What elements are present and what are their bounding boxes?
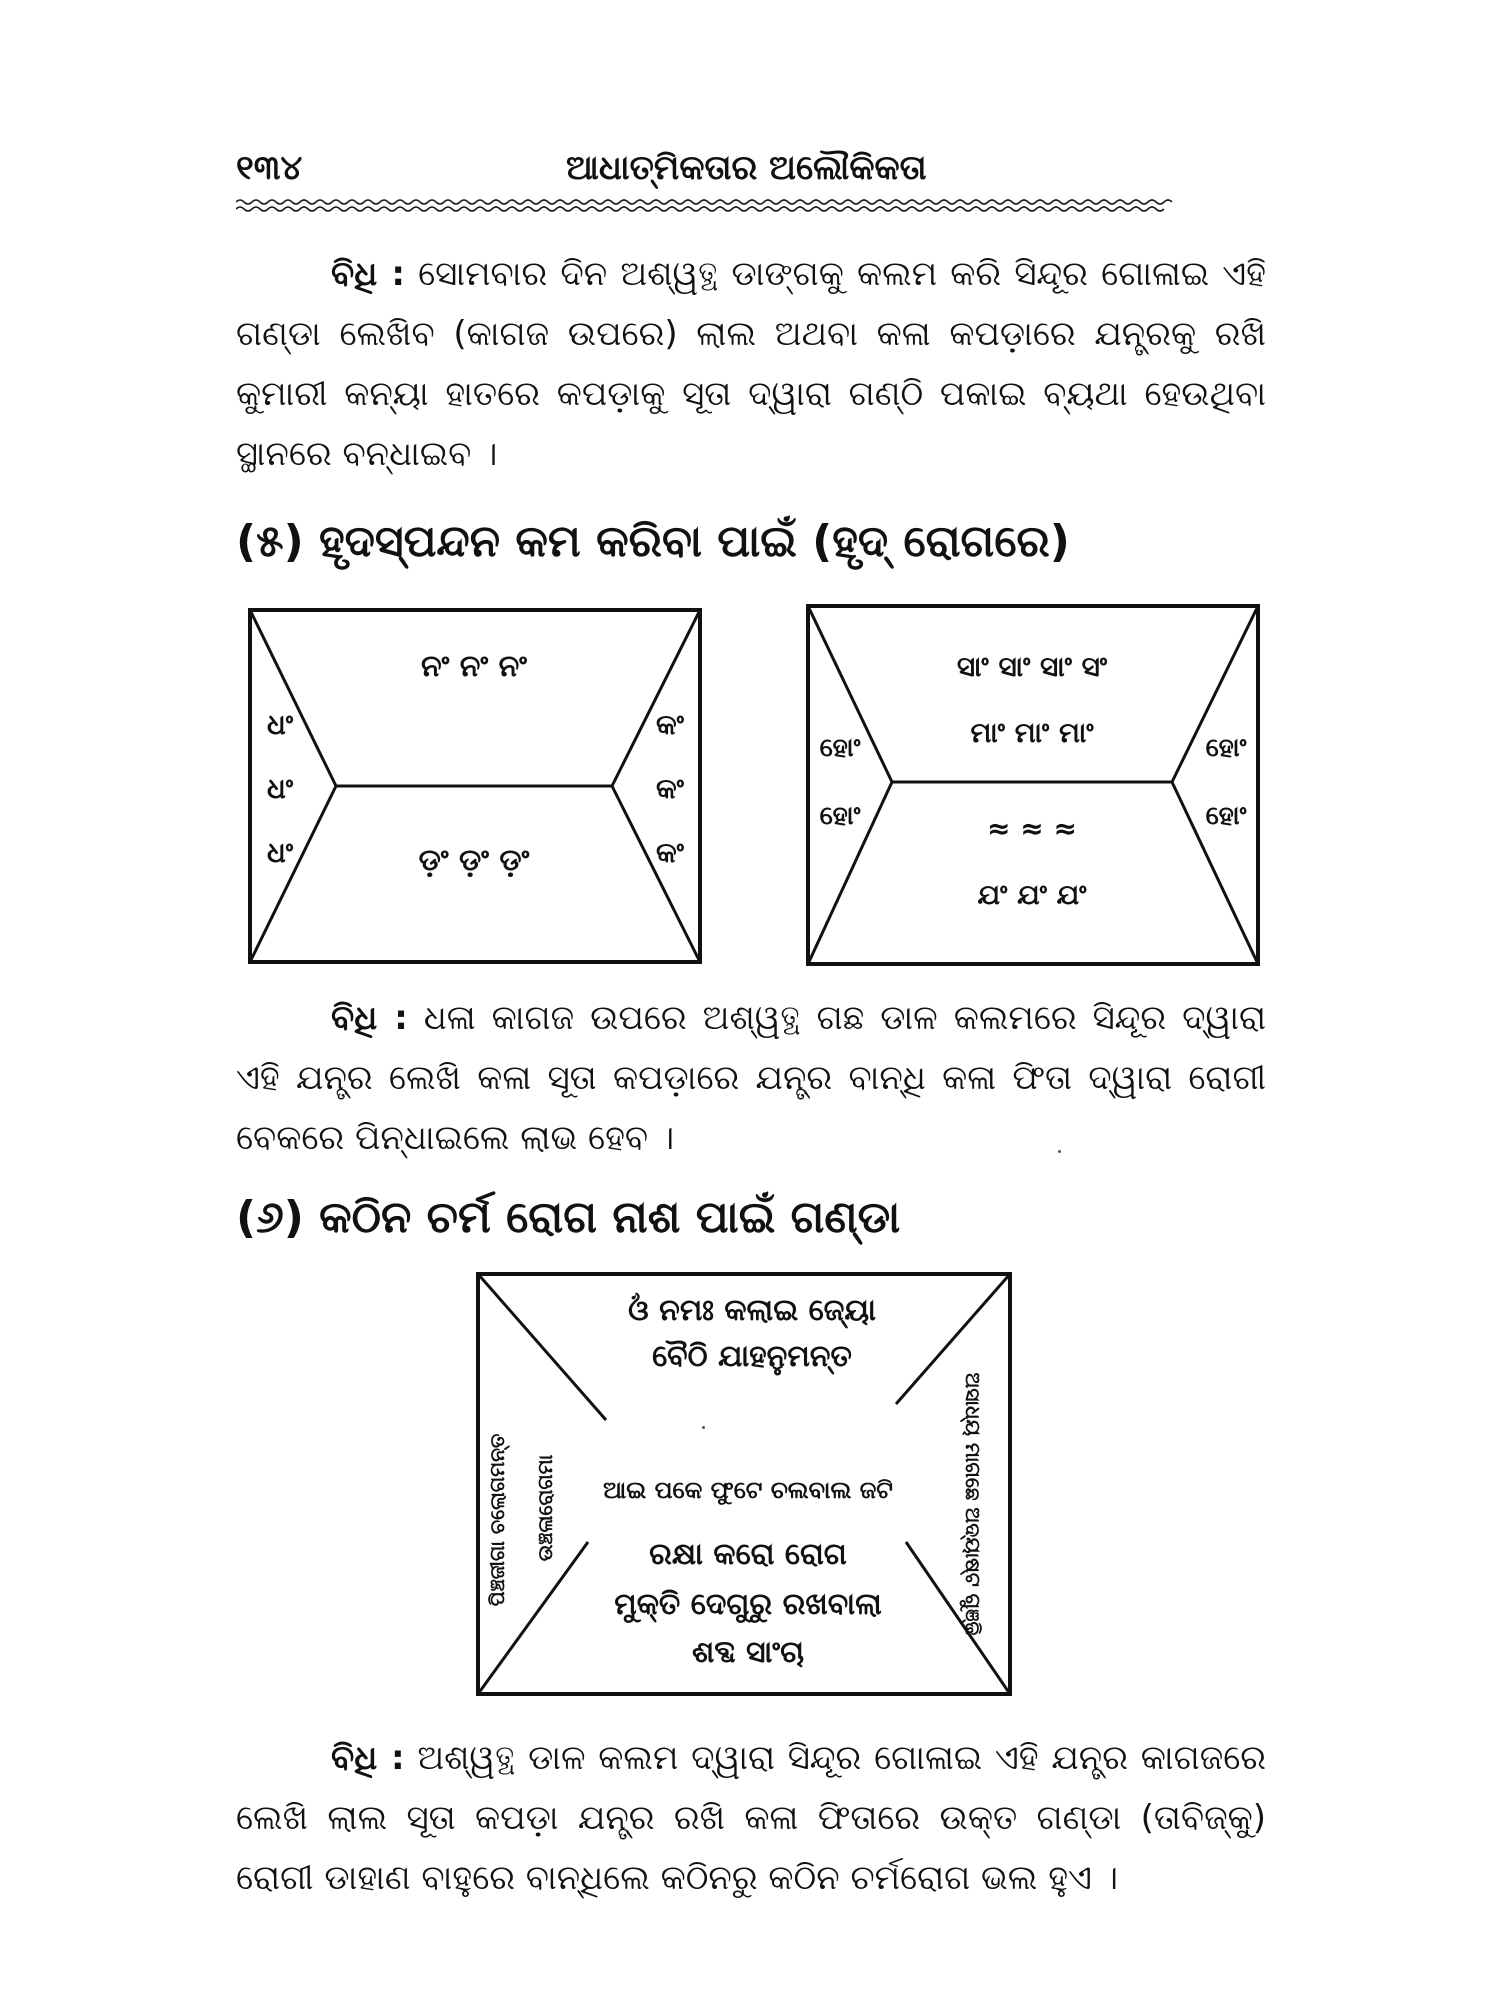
yantra1-right-text: କଂ [656,836,684,869]
header-wavy-rule [236,198,1268,214]
instruction-text: ସୋମବାର ଦିନ ଅଶ୍ୱତ୍ଥ ଡାଙ୍ଗକୁ କଲମ କରି ସିନ୍ଦୂର ଗୋଳାଇ ଏହି ଗଣ୍ଡା ଲେଖିବ (କାଗଜ ଉପରେ) ଲାଲ ଅଥବା କଳା କପଡ଼ାରେ ଯନ୍ତ୍ରକୁ ରଖି କୁମାରୀ କନ୍ୟା ହାତରେ କପଡ଼ାକୁ ସୂତା ଦ୍ୱାରା ଗଣ୍ଠି ପକାଇ ବ୍ୟଥା ହେଉଥିବା ସ୍ଥାନରେ ବନ୍ଧାଇବ । [236,254,1266,474]
yantra3-left-vertical-outer: ପିଞ୍ଚଜୀଗା ଚଲୋଗମନ୍ତ [485,1433,509,1607]
instruction-text: ଅଶ୍ୱତ୍ଥ ଡାଳ କଲମ ଦ୍ୱାରା ସିନ୍ଦୂର ଗୋଳାଇ ଏହି ଯନ୍ତ୍ର କାଗଜରେ ଲେଖି ଲାଲ ସୂତା କପଡ଼ା ଯନ୍ତ୍ର ରଖି କଳା ଫିତାରେ ଉକ୍ତ ଗଣ୍ଡା (ତାବିଜ୍‌କୁ) ରୋଗୀ ଡାହାଣ ବାହୁରେ ବାନ୍ଧିଲେ କଠିନରୁ କଠିନ ଚର୍ମରୋଗ ଭଲ ହୁଏ । [236,1738,1267,1898]
yantra2-bottom-line-1: ≈ ≈ ≈ [987,812,1077,845]
vidhi-label: ବିଧି : [331,1738,405,1778]
yantra2-right-text: ହୋଂ [1205,733,1247,763]
yantra3-center-line-1: ଆଇ ପକେ ଫୁଟେ ଚଲବାଲ ଜଟି [603,1476,893,1504]
section-heading-6: (୬) କଠିନ ଚର୍ମ ରୋଗ ନାଶ ପାଇଁ ଗଣ୍ଡା [236,1192,901,1243]
print-speck [1058,1150,1061,1153]
yantra1-left-text: ଧଂ [266,708,294,741]
yantra1-left-text: ଧଂ [266,836,294,869]
instruction-paragraph-3 [236,1728,1266,1908]
instruction-paragraph-2 [236,988,1266,1168]
yantra1-left-text: ଧଂ [266,772,294,805]
page-number: ୧୩୪ [236,148,303,188]
yantra-diagram-1 [248,608,702,964]
instruction-paragraph-1 [236,244,1266,484]
print-speck [702,1426,705,1429]
section-heading-5: (୫) ହୃଦସ୍ପନ୍ଦନ କମ କରିବା ପାଇଁ (ହୃଦ୍ ରୋଗରେ) [236,516,1070,567]
yantra3-center-line-4: ଶବ୍ଦ ସାଂଚା [691,1635,805,1670]
yantra1-right-text: କଂ [656,772,684,805]
yantra3-left-vertical-inner: ଉଞ୍ଚଳାରୋଗମା [533,1454,557,1562]
yantra2-top-line-1: ସାଂ ସାଂ ସାଂ ସଂ [956,650,1108,683]
yantra1-top-text: ନଂ ନଂ ନଂ [420,649,528,684]
yantra2-left-text: ହୋଂ [819,733,861,763]
yantra3-center-line-2: ରକ୍ଷା କରୋ ରୋଗ [649,1537,847,1572]
yantra-diagram-2 [806,604,1260,966]
yantra3-top-line-2: ବୈଠି ଯାହନୁମନ୍ତ [652,1339,852,1374]
yantra1-bottom-text: ଡ଼ଂ ଡ଼ଂ ଡ଼ଂ [418,843,530,878]
yantra2-right-text: ହୋଂ [1205,801,1247,831]
yantra-diagram-3 [476,1272,1012,1696]
running-title: ଆଧାତ୍ମିକତାର ଅଲୌକିକତା [566,148,927,188]
yantra2-top-line-2: ମାଂ ମାଂ ମାଂ [970,716,1094,749]
vidhi-label: ବିଧି : [331,998,408,1038]
yantra3-right-vertical: ଅସାଧ୍ୟ ମାଗଛେ ଅଦ୍ୟାଷ୍ଟ ଗୁଞ୍ଜି [961,1372,985,1636]
yantra2-left-text: ହୋଂ [819,801,861,831]
yantra3-top-line-1: ଓଁ ନମଃ କଲାଇ ଜ୍ୟୋ [628,1293,876,1328]
vidhi-label: ବିଧି : [331,254,405,294]
yantra1-right-text: କଂ [656,708,684,741]
yantra3-center-line-3: ମୁକ୍ତି ଦେଗୁରୁ ରଖବାଲା [614,1587,882,1622]
page-header [236,148,1266,188]
instruction-text: ଧଳା କାଗଜ ଉପରେ ଅଶ୍ୱତ୍ଥ ଗଛ ଡାଳ କଲମରେ ସିନ୍ଦୂର ଦ୍ୱାରା ଏହି ଯନ୍ତ୍ର ଲେଖି କଳା ସୂତା କପଡ଼ାରେ ଯନ୍ତ୍ର ବାନ୍ଧି କଳା ଫିତା ଦ୍ୱାରା ରୋଗୀ ବେକରେ ପିନ୍ଧାଇଲେ ଲାଭ ହେବ । [236,998,1267,1158]
yantra2-bottom-line-2: ଯଂ ଯଂ ଯଂ [977,878,1087,911]
